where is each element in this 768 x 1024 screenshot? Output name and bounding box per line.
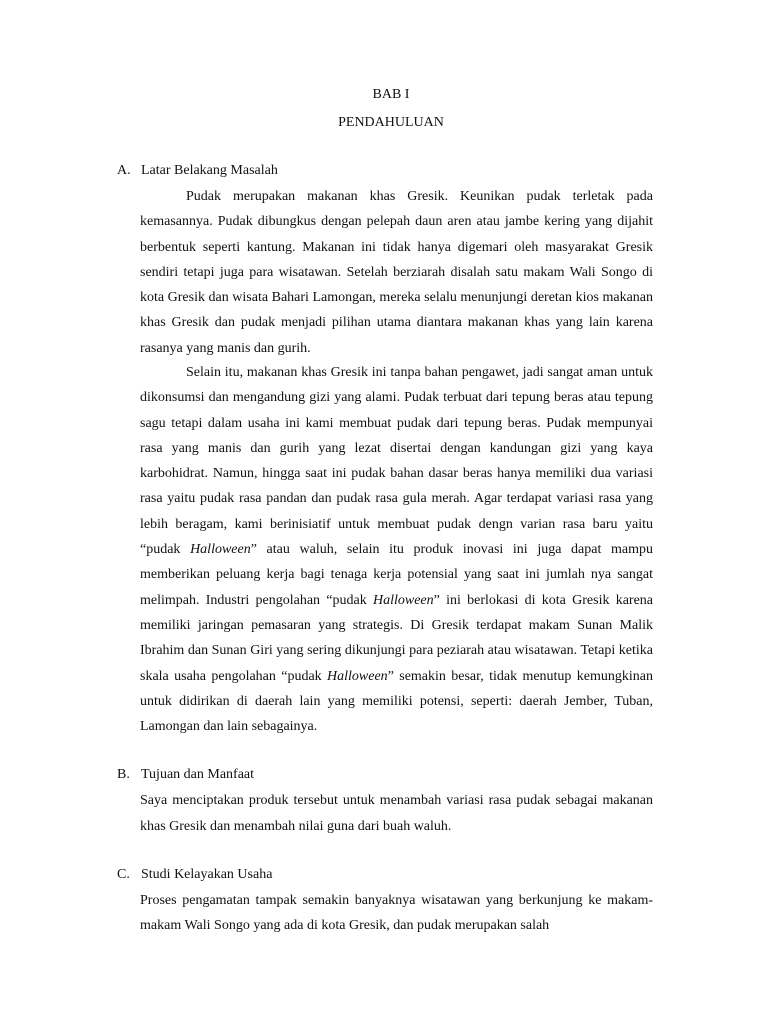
section-c-paragraph-1: Proses pengamatan tampak semakin banyaknya wisatawan yang berkunjung ke makam- makam Wali Songo yang ada di kota Gresik, dan pudak merupakan salah <box>140 893 653 933</box>
section-b-letter: B. <box>117 767 130 782</box>
section-a-heading <box>117 162 278 180</box>
paragraph-text: ” semakin besar, tidak menutup kemungkinan untuk didirikan di daerah lain yang memiliki potensi, seperti: daerah Jember, Tuban, Lamongan dan lain sebagainya. <box>140 668 653 735</box>
paragraph-text: ” ini berlokasi di kota Gresik karena memiliki jaringan pemasaran yang strategis. Di Gresik terdapat makam Sunan Malik Ibrahim dan Sunan Giri yang sering dikunjungi para peziarah atau wisatawan. Tetapi ketika skala usaha pengolahan “pudak <box>140 592 654 684</box>
section-c-heading <box>117 866 272 884</box>
section-c-letter: C. <box>117 867 130 882</box>
section-b-paragraph-1: Saya menciptakan produk tersebut untuk menambah variasi rasa pudak sebagai makanan khas Gresik dan menambah nilai guna dari buah waluh. <box>140 793 653 834</box>
section-a-paragraph-1: Pudak merupakan makanan khas Gresik. Keunikan pudak terletak pada kemasannya. Pudak dibungkus dengan pelepah daun aren atau jambe kering yang dijahit berbentuk seperti kantung. Makanan ini tidak hanya digemari oleh masyarakat Gresik sendiri tetapi juga para wisatawan. Setelah berziarah disalah satu makam Wali Songo di kota Gresik dan wisata Bahari Lamongan, mereka selalu menunjungi deretan kios makanan khas Gresik dan pudak menjadi pilihan utama diantara makanan khas yang lain karena rasanya yang manis dan gurih. <box>140 189 653 356</box>
paragraph-text: Selain itu, makanan khas Gresik ini tanpa bahan pengawet, jadi sangat aman untuk dikonsumsi dan mengandung gizi yang alami. Pudak terbuat dari tepung beras atau tepung sagu tetapi dalam usaha ini kami membuat pudak dari tepung beras. Pudak mempunyai rasa yang manis dan gurih yang lezat disertai dengan kandungan gizi yang kaya karbohidrat. Namun, hingga saat ini pudak bahan dasar beras hanya memiliki dua variasi rasa yaitu pudak rasa pandan dan pudak rasa gula merah. Agar terdapat variasi rasa yang lebih beragam, kami berinisiatif untuk membuat pudak dengn varian rasa baru yaitu “pudak <box>140 365 653 558</box>
section-a-letter: A. <box>117 163 131 178</box>
paragraph-text: ” atau waluh, selain itu produk inovasi ini juga dapat mampu memberikan peluang kerja bagi tenaga kerja potensial yang saat ini jumlah nya sangat melimpah. Industri pengolahan “pudak <box>140 542 653 608</box>
section-b-heading <box>117 766 254 784</box>
chapter-heading: BAB I <box>372 87 410 102</box>
section-a-label: Latar Belakang Masalah <box>141 163 278 178</box>
italic-term: Halloween <box>372 592 434 608</box>
italic-term: Halloween <box>190 542 251 558</box>
chapter-title: PENDAHULUAN <box>338 115 444 130</box>
section-a-paragraph-2 <box>140 360 653 739</box>
section-c-label: Studi Kelayakan Usaha <box>141 867 273 882</box>
italic-term: Halloween <box>327 668 388 684</box>
section-b-label: Tujuan dan Manfaat <box>141 767 255 782</box>
